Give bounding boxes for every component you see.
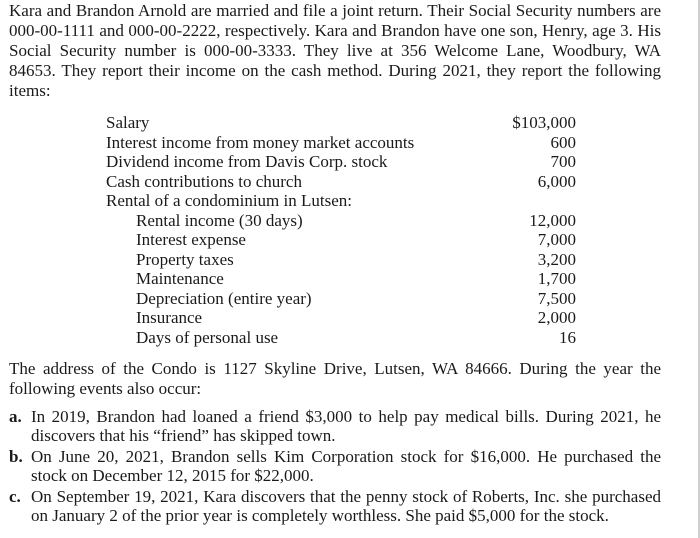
condo-address-paragraph: The address of the Condo is 1127 Skyline Drive, Lutsen, WA 84666. During the year the following events also occur: bbox=[9, 359, 661, 398]
item-row-condo-rental-heading bbox=[106, 191, 576, 211]
item-label: Rental of a condominium in Lutsen: bbox=[106, 191, 352, 210]
item-amount: 16 bbox=[559, 327, 576, 347]
item-label: Cash contributions to church bbox=[106, 171, 302, 191]
item-row-cash-contributions bbox=[106, 172, 576, 192]
item-amount: 7,000 bbox=[537, 230, 576, 249]
item-row-dividend-income bbox=[106, 152, 576, 172]
item-amount: 12,000 bbox=[529, 210, 576, 230]
item-row-maintenance bbox=[106, 269, 576, 289]
intro-paragraph: Kara and Brandon Arnold are married and file a joint return. Their Social Security numbers are 000-00-1111 and 000-00-2222, respectively. Kara and Brandon have one son, Henry, age 3. His Social Security number is 000-00-3333. They live at 356 Welcome Lane, Woodbury, WA 84653. They report their income on the cash method. During 2021, they report the following items: bbox=[9, 1, 661, 100]
event-marker: c. bbox=[9, 487, 21, 506]
item-label: Rental income (30 days) bbox=[136, 210, 303, 230]
event-item-c bbox=[9, 487, 661, 525]
event-text: On September 19, 2021, Kara discovers that the penny stock of Roberts, Inc. she purchased on January 2 of the prior year is completely worthless. She paid $5,000 for the stock. bbox=[31, 487, 661, 525]
item-amount: 6,000 bbox=[537, 171, 576, 191]
item-label: Days of personal use bbox=[136, 327, 279, 347]
item-row-property-taxes bbox=[106, 250, 576, 270]
item-label: Insurance bbox=[136, 308, 203, 327]
item-amount: 2,000 bbox=[537, 308, 576, 327]
item-amount: 7,500 bbox=[537, 288, 576, 308]
event-text: In 2019, Brandon had loaned a friend $3,000 to help pay medical bills. During 2021, he discovers that his “friend” has skipped town. bbox=[31, 407, 661, 445]
item-label: Maintenance bbox=[136, 269, 224, 288]
item-label: Dividend income from Davis Corp. stock bbox=[106, 152, 388, 171]
event-item-b bbox=[9, 447, 661, 485]
item-row-interest-expense bbox=[106, 230, 576, 250]
event-marker: b. bbox=[9, 447, 23, 466]
item-amount: 3,200 bbox=[537, 249, 576, 269]
item-label: Interest expense bbox=[136, 230, 246, 249]
item-row-rental-income bbox=[106, 211, 576, 231]
event-marker: a. bbox=[9, 407, 22, 426]
event-text: On June 20, 2021, Brandon sells Kim Corporation stock for $16,000. He purchased the stock on December 12, 2015 for $22,000. bbox=[31, 447, 661, 485]
item-row-salary bbox=[106, 113, 576, 133]
event-item-a bbox=[9, 407, 661, 445]
item-label: Property taxes bbox=[136, 249, 234, 269]
item-amount: $103,000 bbox=[512, 113, 576, 132]
item-label: Salary bbox=[106, 113, 150, 132]
item-label: Depreciation (entire year) bbox=[136, 288, 312, 308]
item-row-insurance bbox=[106, 308, 576, 328]
item-amount: 1,700 bbox=[537, 269, 576, 288]
item-row-days-personal-use bbox=[106, 328, 576, 348]
item-row-depreciation bbox=[106, 289, 576, 309]
events-list bbox=[9, 407, 661, 527]
item-amount: 700 bbox=[550, 152, 576, 171]
item-row-interest-income bbox=[106, 133, 576, 153]
item-label: Interest income from money market accounts bbox=[106, 132, 415, 152]
income-items-table bbox=[106, 113, 576, 347]
item-amount: 600 bbox=[550, 132, 576, 152]
